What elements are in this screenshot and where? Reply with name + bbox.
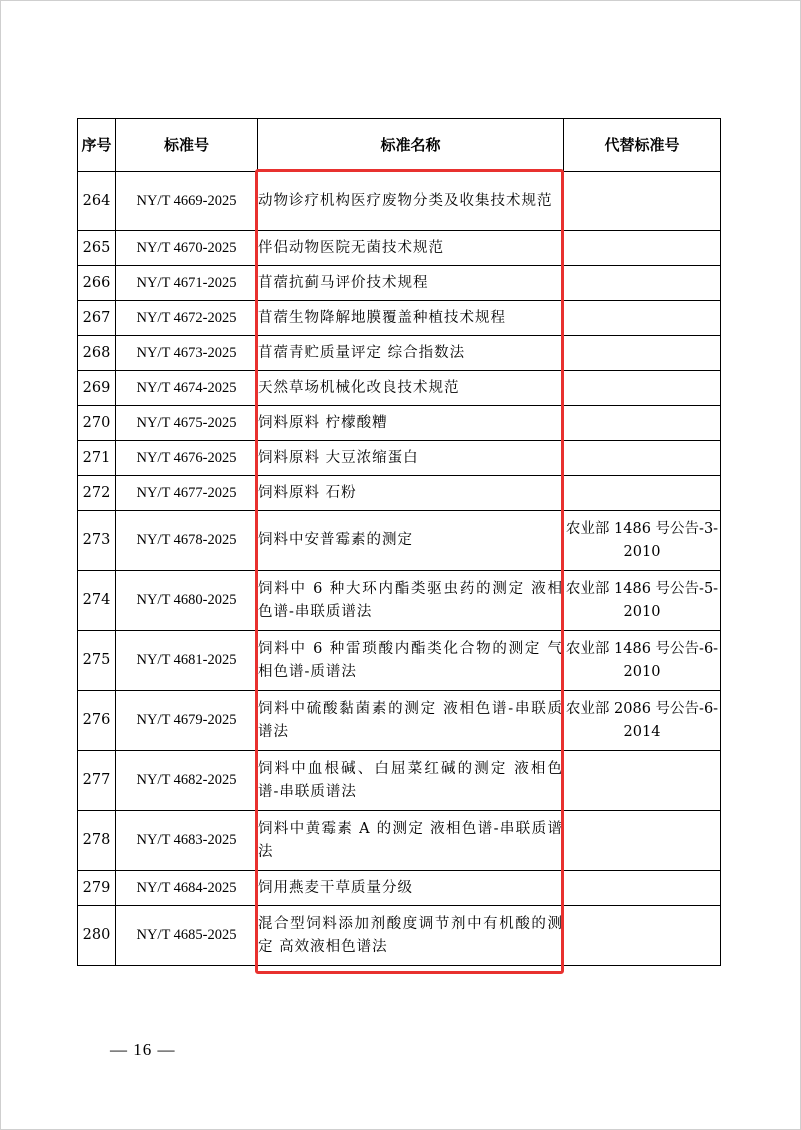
row-code: NY/T 4683-2025 xyxy=(116,811,258,871)
header-replace: 代替标准号 xyxy=(564,119,721,172)
row-replace: 农业部 2086 号公告-6-2014 xyxy=(564,691,721,751)
row-replace xyxy=(564,266,721,301)
row-no: 279 xyxy=(78,871,116,906)
row-code: NY/T 4678-2025 xyxy=(116,511,258,571)
row-name: 伴侣动物医院无菌技术规范 xyxy=(258,231,564,266)
row-no: 269 xyxy=(78,371,116,406)
row-no: 273 xyxy=(78,511,116,571)
row-name: 混合型饲料添加剂酸度调节剂中有机酸的测定 高效液相色谱法 xyxy=(258,906,564,966)
standards-table xyxy=(77,118,721,966)
table-row xyxy=(78,441,721,476)
row-name: 饲料原料 大豆浓缩蛋白 xyxy=(258,441,564,476)
row-name: 动物诊疗机构医疗废物分类及收集技术规范 xyxy=(258,172,564,231)
table-row xyxy=(78,231,721,266)
row-no: 266 xyxy=(78,266,116,301)
table-row xyxy=(78,266,721,301)
table-row xyxy=(78,371,721,406)
row-name: 苜蓿抗蓟马评价技术规程 xyxy=(258,266,564,301)
row-replace: 农业部 1486 号公告-5-2010 xyxy=(564,571,721,631)
row-name: 饲料中黄霉素 A 的测定 液相色谱-串联质谱法 xyxy=(258,811,564,871)
header-no: 序号 xyxy=(78,119,116,172)
row-no: 276 xyxy=(78,691,116,751)
row-code: NY/T 4677-2025 xyxy=(116,476,258,511)
table-row xyxy=(78,571,721,631)
header-name: 标准名称 xyxy=(258,119,564,172)
row-no: 268 xyxy=(78,336,116,371)
row-name: 饲料中 6 种雷琐酸内酯类化合物的测定 气相色谱-质谱法 xyxy=(258,631,564,691)
row-code: NY/T 4672-2025 xyxy=(116,301,258,336)
row-name: 天然草场机械化改良技术规范 xyxy=(258,371,564,406)
row-replace xyxy=(564,301,721,336)
table-row xyxy=(78,871,721,906)
row-no: 278 xyxy=(78,811,116,871)
header-code: 标准号 xyxy=(116,119,258,172)
table-row xyxy=(78,301,721,336)
row-name: 苜蓿生物降解地膜覆盖种植技术规程 xyxy=(258,301,564,336)
row-replace xyxy=(564,751,721,811)
row-name: 饲料中硫酸黏菌素的测定 液相色谱-串联质谱法 xyxy=(258,691,564,751)
row-code: NY/T 4669-2025 xyxy=(116,172,258,231)
row-replace xyxy=(564,871,721,906)
table-row xyxy=(78,336,721,371)
row-code: NY/T 4685-2025 xyxy=(116,906,258,966)
row-replace: 农业部 1486 号公告-6-2010 xyxy=(564,631,721,691)
table-row xyxy=(78,511,721,571)
table-row xyxy=(78,172,721,231)
row-code: NY/T 4674-2025 xyxy=(116,371,258,406)
row-no: 274 xyxy=(78,571,116,631)
row-name: 饲料中血根碱、白屈菜红碱的测定 液相色谱-串联质谱法 xyxy=(258,751,564,811)
table-row xyxy=(78,406,721,441)
row-name: 饲料原料 石粉 xyxy=(258,476,564,511)
row-no: 275 xyxy=(78,631,116,691)
row-no: 265 xyxy=(78,231,116,266)
row-replace xyxy=(564,371,721,406)
row-code: NY/T 4679-2025 xyxy=(116,691,258,751)
row-code: NY/T 4670-2025 xyxy=(116,231,258,266)
row-name: 饲料中安普霉素的测定 xyxy=(258,511,564,571)
row-code: NY/T 4684-2025 xyxy=(116,871,258,906)
row-code: NY/T 4676-2025 xyxy=(116,441,258,476)
row-replace xyxy=(564,441,721,476)
row-replace xyxy=(564,906,721,966)
row-code: NY/T 4680-2025 xyxy=(116,571,258,631)
table-row xyxy=(78,476,721,511)
row-code: NY/T 4682-2025 xyxy=(116,751,258,811)
row-replace xyxy=(564,231,721,266)
row-replace: 农业部 1486 号公告-3-2010 xyxy=(564,511,721,571)
row-name: 苜蓿青贮质量评定 综合指数法 xyxy=(258,336,564,371)
row-code: NY/T 4681-2025 xyxy=(116,631,258,691)
row-no: 270 xyxy=(78,406,116,441)
table-row xyxy=(78,811,721,871)
table-header-row xyxy=(78,119,721,172)
row-replace xyxy=(564,336,721,371)
row-no: 277 xyxy=(78,751,116,811)
page-number: — 16 — xyxy=(110,1040,176,1059)
row-replace xyxy=(564,406,721,441)
row-code: NY/T 4673-2025 xyxy=(116,336,258,371)
row-no: 272 xyxy=(78,476,116,511)
table-row xyxy=(78,631,721,691)
row-name: 饲用燕麦干草质量分级 xyxy=(258,871,564,906)
row-no: 280 xyxy=(78,906,116,966)
row-code: NY/T 4675-2025 xyxy=(116,406,258,441)
row-replace xyxy=(564,172,721,231)
row-no: 264 xyxy=(78,172,116,231)
row-replace xyxy=(564,476,721,511)
row-name: 饲料原料 柠檬酸糟 xyxy=(258,406,564,441)
table-row xyxy=(78,906,721,966)
table-row xyxy=(78,691,721,751)
row-replace xyxy=(564,811,721,871)
row-code: NY/T 4671-2025 xyxy=(116,266,258,301)
row-no: 271 xyxy=(78,441,116,476)
row-name: 饲料中 6 种大环内酯类驱虫药的测定 液相色谱-串联质谱法 xyxy=(258,571,564,631)
table-row xyxy=(78,751,721,811)
row-no: 267 xyxy=(78,301,116,336)
